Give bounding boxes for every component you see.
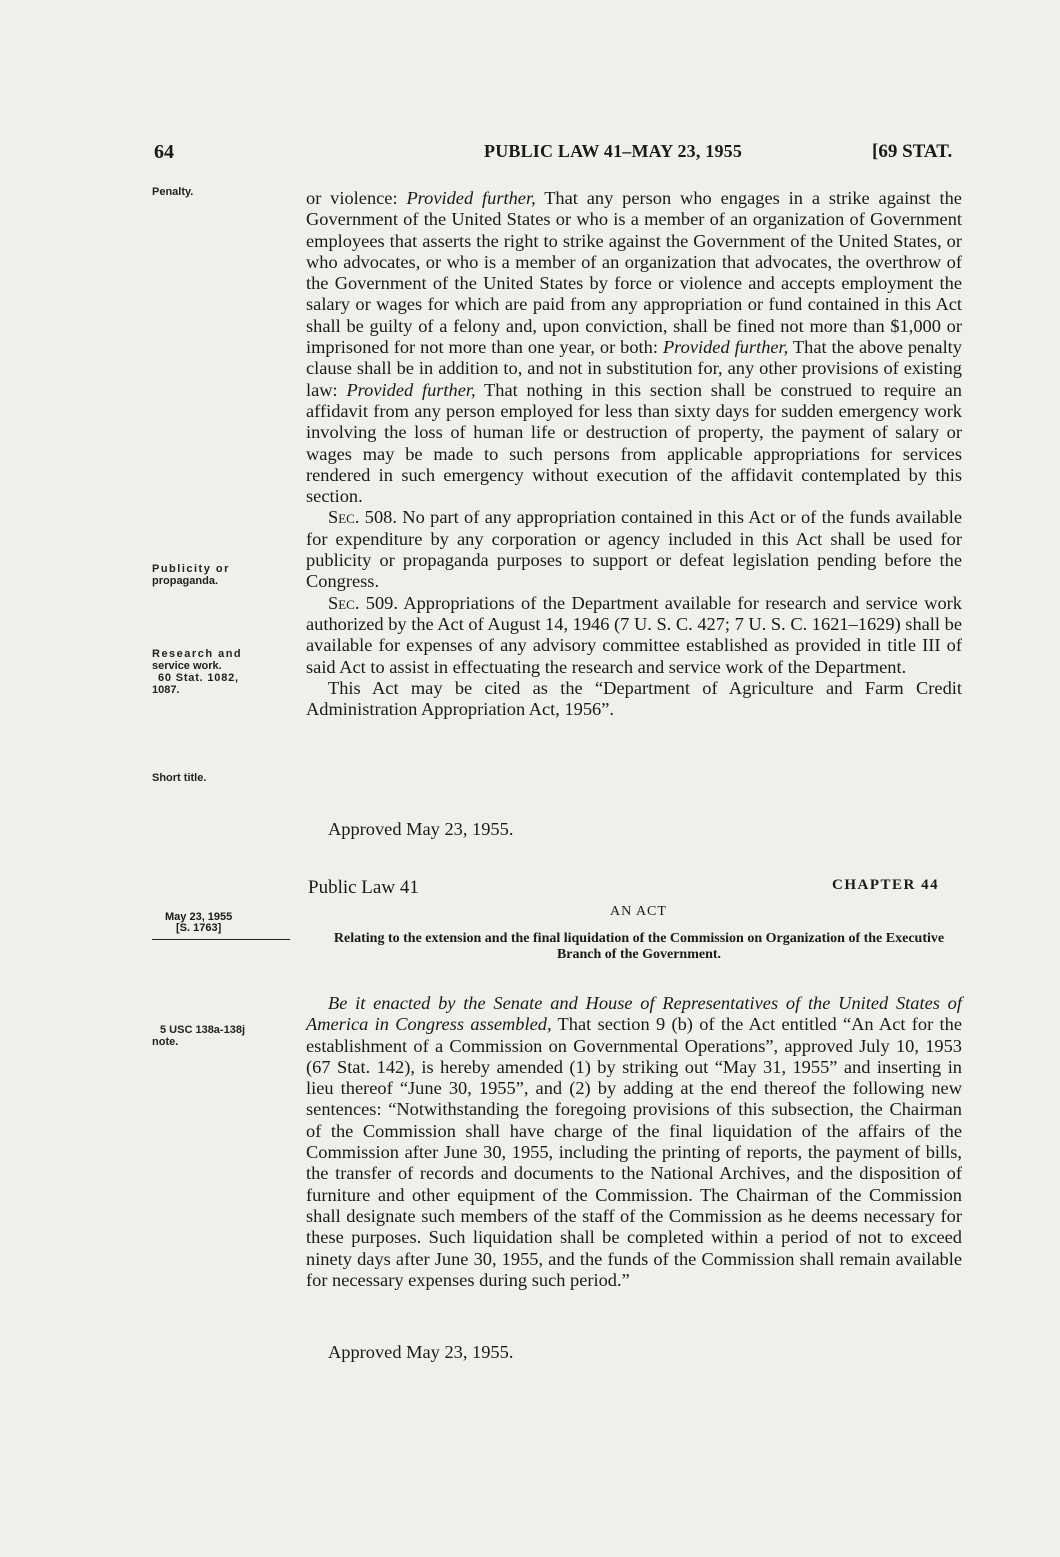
margin-note-research-2: service work. (152, 660, 222, 672)
section-508: Sec. 508. No part of any appropriation contained in this Act or of the funds available for expenditure by any corporation or agency included in this Act shall be used for publicity or propaganda purposes to support or defeat legislation pending before the Congress. (306, 507, 962, 592)
chapter-label: CHAPTER 44 (832, 877, 940, 893)
statute-volume: [69 STAT. (872, 141, 953, 162)
second-act-text (306, 993, 962, 1291)
margin-note-research-4: 1087. (152, 684, 180, 696)
section-509: Sec. 509. Appropriations of the Department available for research and service work authorized by the Act of August 14, 1946 (7 U. S. C. 427; 7 U. S. C. 1621–1629) shall be available for expenses of any advisory committee established as provided in title III of said Act to assist in effectuating the research and service work of the Department. (306, 592, 962, 677)
margin-note-short-title: Short title. (152, 772, 207, 784)
margin-note-penalty: Penalty. (152, 186, 194, 198)
page-number: 64 (154, 141, 174, 163)
margin-note-usc: 5 USC 138a-138j (160, 1024, 245, 1036)
enactment-date: May 23, 1955 [S. 1763] (165, 911, 233, 934)
margin-note-publicity-2: propaganda. (152, 575, 219, 587)
act-summary: Relating to the extension and the final liquidation of the Commission on Organization of the Executive Branch of the Government. (333, 931, 945, 962)
enacting-paragraph: Be it enacted by the Senate and House of Representatives of the United States of America in Congress assembled, That section 9 (b) of the Act entitled “An Act for the establishment of a Commission on Governmental Operations”, approved July 10, 1953 (67 Stat. 142), is hereby amended (1) by striking out “May 31, 1955” and inserting in lieu thereof “June 30, 1955”, and (2) by adding at the end thereof the following new sentences: “Notwithstanding the foregoing provisions of this subsection, the Chairman of the Commission shall have charge of the final liquidation of the affairs of the Commission after June 30, 1955, including the printing of reports, the payment of bills, the transfer of records and documents to the National Archives, and the disposition of furniture and other equipment of the Commission. The Chairman of the Commission shall designate such members of the staff of the Commission as he deems necessary for these purposes. Such liquidation shall be completed within a period of not to exceed ninety days after June 30, 1955, and the funds of the Commission shall remain available for necessary expenses during such period.” (306, 993, 963, 1290)
first-act-text (306, 188, 962, 720)
margin-note-publicity: Publicity or (152, 563, 230, 575)
approved-first: Approved May 23, 1955. (328, 819, 514, 839)
approved-second: Approved May 23, 1955. (328, 1342, 514, 1362)
margin-note-usc-2: note. (152, 1036, 179, 1048)
public-law-label: Public Law 41 (308, 877, 419, 898)
short-title-paragraph: This Act may be cited as the “Department of Agriculture and Farm Credit Administration Appropriation Act, 1956”. (306, 677, 962, 720)
paragraph-507-end: or violence: Provided further, That any person who engages in a strike against the Government of the United States or who is a member of an organization of Government employees that asserts the right to strike against the Government of the United States, or who advocates, or who is a member of an organization that advocates, the overthrow of the Government of the United States by force or violence and accepts employment the salary or wages for which are paid from any appropriation or fund contained in this Act shall be guilty of a felony and, upon conviction, shall be fined not more than $1,000 or imprisoned for not more than one year, or both: Provided further, That the above penalty clause shall be in addition to, and not in substitution for, any other provisions of existing law: Provided further, That nothing in this section shall be construed to require an affidavit from any person employed for less than sixty days for sudden emergency work involving the loss of human life or destruction of property, the payment of salary or wages may be made to such persons from applicable appropriations for services rendered in such emergency without execution of the affidavit contemplated by this section. (306, 188, 962, 507)
margin-note-research: Research and (152, 648, 243, 660)
margin-rule (152, 939, 290, 940)
running-title: PUBLIC LAW 41–MAY 23, 1955 (484, 141, 743, 161)
an-act-heading: AN ACT (610, 904, 667, 919)
margin-note-research-3: 60 Stat. 1082, (158, 672, 239, 684)
